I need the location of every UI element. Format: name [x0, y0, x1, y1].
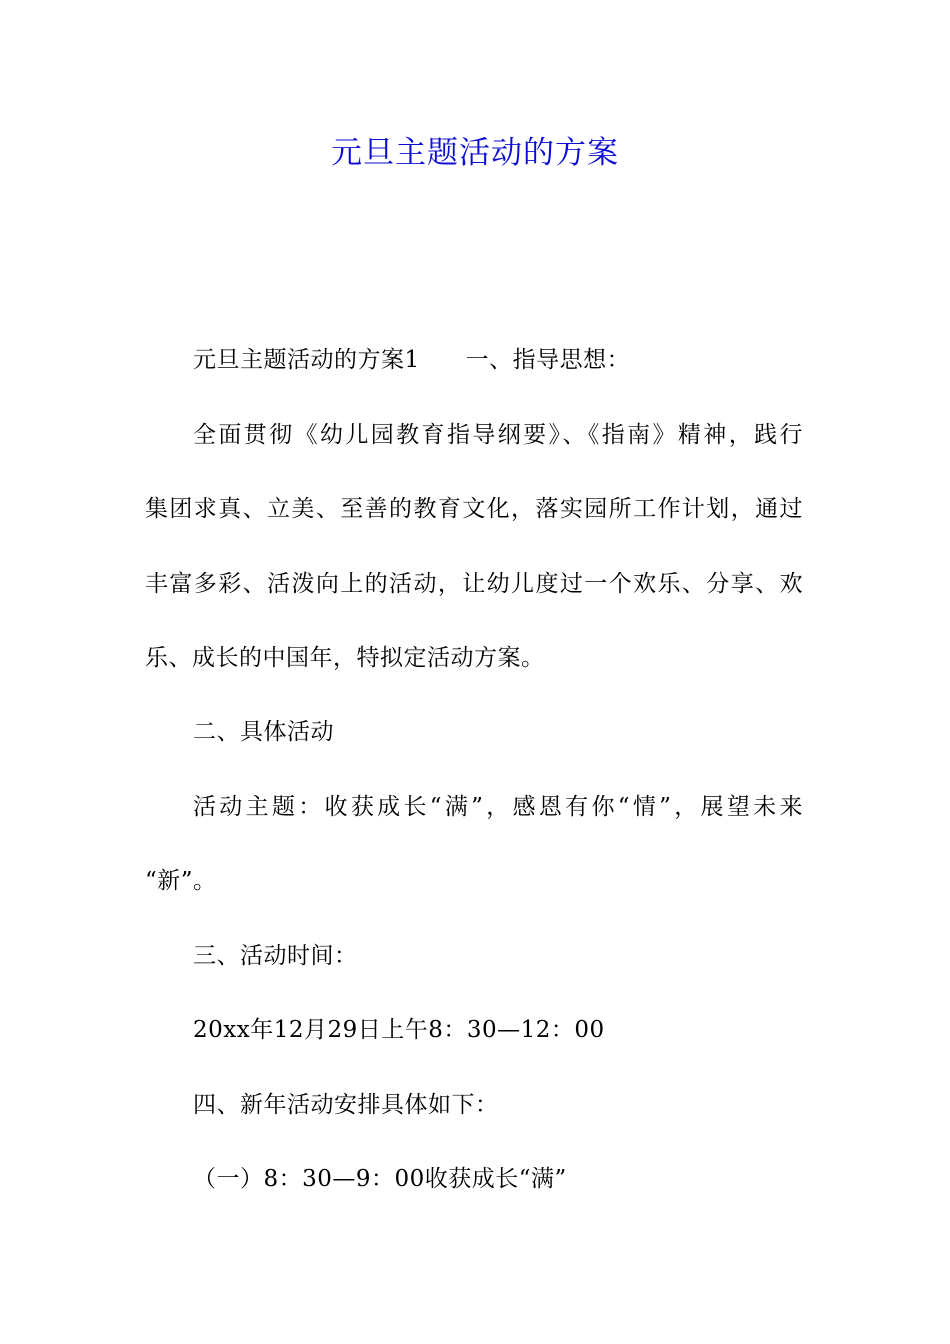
section-heading-schedule: 四、新年活动安排具体如下：	[193, 1092, 499, 1118]
schedule-item: （一）8：30—9：00收获成长“满”	[193, 1166, 567, 1192]
section-heading-time: 三、活动时间：	[193, 943, 358, 969]
paragraph-line: 丰富多彩、活泼向上的活动，让幼儿度过一个欢乐、分享、欢	[145, 571, 803, 597]
paragraph-line: 活动主题：收获成长“满”，感恩有你“情”，展望未来	[193, 794, 803, 820]
paragraph-line: 乐、成长的中国年，特拟定活动方案。	[145, 645, 545, 671]
paragraph-line: 全面贯彻《幼儿园教育指导纲要》、《指南》精神，践行	[193, 422, 803, 448]
section-heading-plan-1: 元旦主题活动的方案1	[193, 347, 420, 373]
section-heading-guiding-ideology: 一、指导思想：	[465, 347, 631, 373]
document-title: 元旦主题活动的方案	[331, 135, 619, 171]
paragraph-line: “新”。	[145, 868, 217, 894]
paragraph-line	[193, 340, 630, 380]
section-heading-activities: 二、具体活动	[193, 719, 334, 745]
paragraph-line: 集团求真、立美、至善的教育文化，落实园所工作计划，通过	[145, 496, 803, 522]
activity-date: 20xx年12月29日上午8：30—12：00	[193, 1017, 605, 1043]
